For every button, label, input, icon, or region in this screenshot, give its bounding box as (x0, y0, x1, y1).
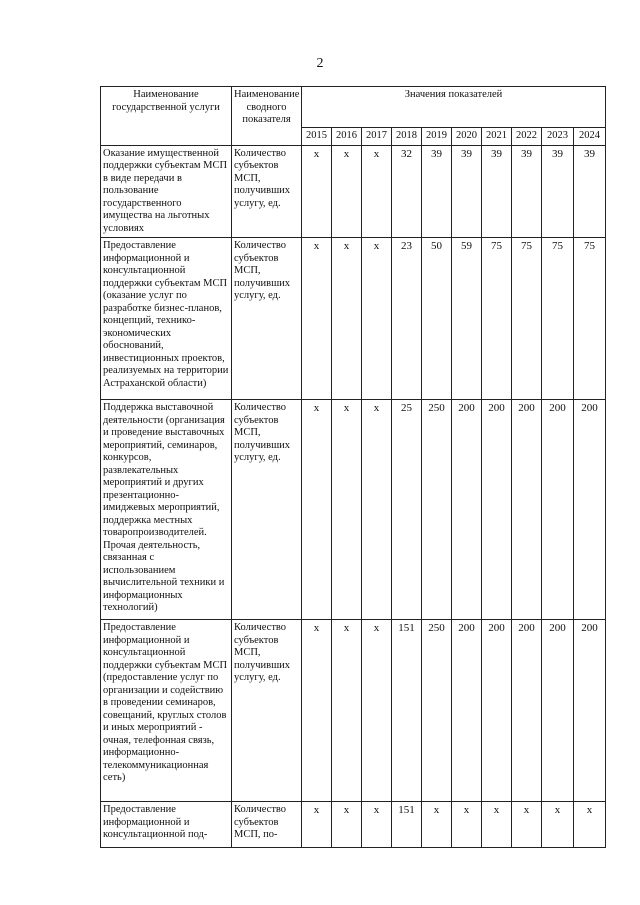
value-cell: x (302, 238, 332, 400)
table-row (101, 620, 606, 802)
value-cell: 200 (452, 400, 482, 620)
value-cell: 39 (512, 145, 542, 238)
value-cell: x (574, 802, 606, 848)
indicator-cell: Количество субъектов МСП, получивших услугу, ед. (232, 238, 302, 400)
value-cell: x (362, 400, 392, 620)
year-header: 2024 (574, 128, 606, 146)
indicators-table (100, 86, 606, 848)
indicator-cell: Количество субъектов МСП, получивших услугу, ед. (232, 400, 302, 620)
value-cell: 250 (422, 620, 452, 802)
year-header: 2023 (542, 128, 574, 146)
value-cell: x (302, 145, 332, 238)
value-cell: 200 (452, 620, 482, 802)
value-cell: x (422, 802, 452, 848)
value-cell: 200 (542, 400, 574, 620)
year-header: 2021 (482, 128, 512, 146)
header-row-top (101, 87, 606, 128)
service-cell: Предоставление информационной и консультационной под- (101, 802, 232, 848)
value-cell: 200 (542, 620, 574, 802)
value-cell: 32 (392, 145, 422, 238)
value-cell: 250 (422, 400, 452, 620)
year-header: 2020 (452, 128, 482, 146)
year-header: 2015 (302, 128, 332, 146)
value-cell: 200 (574, 400, 606, 620)
service-cell: Оказание имущественной поддержки субъектам МСП в виде передачи в пользование государственного имущества на льготных условиях (101, 145, 232, 238)
header-values: Значения показателей (302, 87, 606, 128)
value-cell: 39 (574, 145, 606, 238)
service-cell: Предоставление информационной и консультационной поддержки субъектам МСП (предоставление услуг по организации и содействию в проведении семинаров, совещаний, круглых столов и иных мероприятий - очная, телефонная связь, информационно-телекоммуникационная сеть) (101, 620, 232, 802)
service-cell: Предоставление информационной и консультационной поддержки субъектам МСП (оказание услуг по разработке бизнес-планов, концепций, технико-экономических обоснований, инвестиционных проектов, реализуемых на территории Астраханской области) (101, 238, 232, 400)
value-cell: x (362, 238, 392, 400)
value-cell: 200 (512, 620, 542, 802)
table-row (101, 238, 606, 400)
value-cell: x (512, 802, 542, 848)
value-cell: x (332, 238, 362, 400)
value-cell: 200 (482, 620, 512, 802)
header-indicator: Наименование сводного показателя (232, 87, 302, 146)
year-header: 2017 (362, 128, 392, 146)
value-cell: 75 (574, 238, 606, 400)
value-cell: x (302, 802, 332, 848)
indicator-cell: Количество субъектов МСП, по- (232, 802, 302, 848)
value-cell: 23 (392, 238, 422, 400)
table-row (101, 400, 606, 620)
value-cell: x (332, 620, 362, 802)
value-cell: 151 (392, 802, 422, 848)
service-cell: Поддержка выставочной деятельности (организация и проведение выставочных мероприятий, семинаров, конкурсов, развлекательных мероприятий и других презентационно-имиджевых мероприятий, поддержка местных товаропроизводителей. Прочая деятельность, связанная с использованием вычислительной техники и информационных технологий) (101, 400, 232, 620)
value-cell: 39 (422, 145, 452, 238)
value-cell: 75 (482, 238, 512, 400)
value-cell: x (482, 802, 512, 848)
value-cell: x (332, 400, 362, 620)
year-header: 2016 (332, 128, 362, 146)
value-cell: x (362, 802, 392, 848)
value-cell: 39 (452, 145, 482, 238)
value-cell: 59 (452, 238, 482, 400)
value-cell: 75 (542, 238, 574, 400)
indicator-cell: Количество субъектов МСП, получивших услугу, ед. (232, 620, 302, 802)
value-cell: x (332, 802, 362, 848)
value-cell: x (452, 802, 482, 848)
value-cell: x (332, 145, 362, 238)
value-cell: x (302, 620, 332, 802)
value-cell: x (362, 145, 392, 238)
value-cell: 39 (542, 145, 574, 238)
value-cell: 75 (512, 238, 542, 400)
value-cell: 151 (392, 620, 422, 802)
table-row (101, 145, 606, 238)
value-cell: 25 (392, 400, 422, 620)
value-cell: 200 (482, 400, 512, 620)
year-header: 2022 (512, 128, 542, 146)
header-service: Наименование государственной услуги (101, 87, 232, 146)
value-cell: x (362, 620, 392, 802)
value-cell: x (302, 400, 332, 620)
value-cell: 200 (574, 620, 606, 802)
value-cell: x (542, 802, 574, 848)
page-number: 2 (316, 56, 324, 71)
table-row (101, 802, 606, 848)
indicator-cell: Количество субъектов МСП, получивших услугу, ед. (232, 145, 302, 238)
value-cell: 39 (482, 145, 512, 238)
year-header: 2018 (392, 128, 422, 146)
value-cell: 200 (512, 400, 542, 620)
value-cell: 50 (422, 238, 452, 400)
year-header: 2019 (422, 128, 452, 146)
